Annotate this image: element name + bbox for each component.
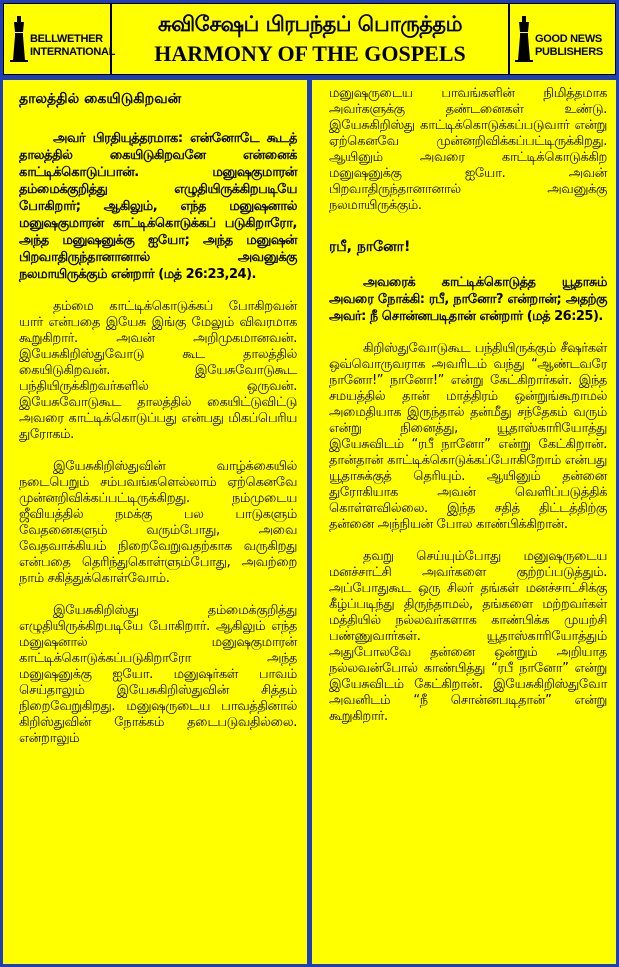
- bellwether-logo: [10, 8, 116, 70]
- logo-right-line2: PUBLISHERS: [535, 46, 603, 58]
- title-english: HARMONY OF THE GOSPELS: [154, 41, 466, 66]
- right-paragraph-2: தவறு செய்யும்போது மனுஷருடைய மனச்சாட்சி அவர்களை குற்றப்படுத்தும். அப்போதுகூட ஒரு சிலர் தங்கள் மனச்சாட்சிக்கு கீழ்ப்படிந்து திருந்தாமல், தங்களை மற்றவர்கள் மத்தியில் நல்லவர்களாக காண்பிக்க முயற்சி பண்ணுவார்கள். யூதாஸ்காரியோத்தும் அதுபோலவே தன்னை ஒன்றும் அறியாத நல்லவன்போல் காண்பித்து “ரபீ நானோ” என்று இயேசுவிடம் கேட்கிறான். இயேசுகிறிஸ்துவோ அவனிடம் “நீ சொன்னபடிதான்” என்று கூறுகிறார்.: [329, 549, 607, 724]
- tower-icon: [515, 16, 533, 62]
- left-paragraph-3: இயேசுகிறிஸ்து தம்மைக்குறித்து எழுதியிருக்கிறபடியே போகிறார். ஆகிலும் எந்த மனுஷனால் மனுஷகுமாரன் காட்டிக்கொடுக்கப்படுகிறாரோ அந்த மனுஷனுக்கு ஐயோ. மனுஷர்கள் பாவம் செய்தாலும் இயேசுகிறிஸ்துவின் சித்தம் நிறைவேறுகிறது. மனுஷருடைய பாவத்தினால் கிறிஸ்துவின் நோக்கம் தடைபடுவதில்லை. என்றாலும்: [19, 603, 297, 746]
- logo-left-line2: INTERNATIONAL: [30, 46, 116, 58]
- right-paragraph-1: கிறிஸ்துவோடுகூட பந்தியிருக்கும் சீஷர்கள் ஒவ்வொருவராக அவரிடம் வந்து “ஆண்டவரே நானோ!” நானோ!” என்று கேட்கிறார்கள். இந்த சமயத்தில் தான் மாத்திரம் ஒன்றுங்கூறாமல் அமைதியாக இருந்தால் தன்மீது சந்தேகம் வரும் என்று நினைத்து, யூதாஸ்காரியோத்து இயேசுவிடம் “ரபீ நானோ” என்று கேட்கிறான். தான்தான் காட்டிக்கொடுக்கப்போகிறோம் என்பது யூதாசுக்குத் தெரியும். ஆயினும் தன்னை துரோகியாக அவன் வெளிப்படுத்திக் கொள்ளவில்லை. இந்த சதித் திட்டத்திற்கு தன்னை அந்நியன் போல காண்பிக்கிறான்.: [329, 341, 607, 532]
- left-paragraph-1: தம்மை காட்டிக்கொடுக்கப் போகிறவன் யார் என்பதை இயேசு இங்கு மேலும் விவரமாக கூறுகிறார். அவன் அறிமுகமானவன். இயேசுகிறிஸ்துவோடு கூட தாலத்தில் கையிடுகிறவன். இயேசுவோடுகூட பந்தியிருக்கிறவர்களில் ஒருவன். இயேசுவோடுகூட தாலத்தில் கையிட்டுவிட்டு அவரை காட்டிக்கொடுப்பது என்பது மிகப்பெரிய துரோகம்.: [19, 299, 297, 442]
- title-box: [110, 4, 510, 74]
- logo-right-line1: GOOD NEWS: [535, 33, 602, 45]
- good-news-logo: [515, 8, 611, 70]
- left-paragraph-2: இயேசுகிறிஸ்துவின் வாழ்க்கையில் நடைபெறும் சம்பவங்களெல்லாம் ஏற்கெனவே முன்னறிவிக்கப்பட்டிருக்கிறது. நம்முடைய ஜீவியத்தில் நமக்கு பல பாடுகளும் வேதனைகளும் வரும்போது, அவை வேதவாக்கியம் நிறைவேறுவதற்காக வருகிறது என்பதை தெரிந்துகொள்ளும்போது, அவற்றை நாம் சகித்துக்கொள்வோம்.: [19, 459, 297, 586]
- title-tamil: சுவிசேஷப் பிரபந்தப் பொருத்தம்: [158, 12, 462, 36]
- right-heading: ரபீ, நானோ!: [329, 239, 411, 255]
- header-banner: [3, 3, 616, 75]
- bell-tower-icon: [10, 16, 28, 62]
- left-heading: தாலத்தில் கையிடுகிறவன்: [19, 91, 182, 107]
- left-column: [3, 80, 307, 964]
- right-quote: அவரைக் காட்டிக்கொடுத்த யூதாசும் அவரை நோக்கி: ரபீ, நானோ? என்றான்; அதற்கு அவர்: நீ சொன்னபடிதான் என்றார் (மத் 26:25).: [329, 275, 607, 324]
- right-paragraph-0: மனுஷருடைய பாவங்களின் நிமித்தமாக அவர்களுக்கு தண்டனைகள் உண்டு. இயேசுகிறிஸ்து காட்டிக்கொடுக்கப்படுவார் என்று ஏற்கெனவே முன்னறிவிக்கப்பட்டிருக்கிறது. ஆயினும் அவரை காட்டிக்கொடுக்கிற மனுஷனுக்கு ஐயோ. அவன் பிறவாதிருந்தானானால் அவனுக்கு நலமாயிருக்கும்.: [329, 86, 607, 213]
- logo-left-line1: BELLWETHER: [30, 33, 103, 45]
- right-column: [312, 80, 616, 964]
- left-quote: அவர் பிரதியுத்தரமாக: என்னோடே கூடத் தாலத்தில் கையிடுகிறவனே என்னைக் காட்டிக்கொடுப்பான். மனுஷகுமாரன் தம்மைக்குறித்து எழுதியிருக்கிறபடியே போகிறார்; ஆகிலும், எந்த மனுஷனால் மனுஷகுமாரன் காட்டிக்கொடுக்கப் படுகிறாரோ, அந்த மனுஷனுக்கு ஐயோ; அந்த மனுஷன் பிறவாதிருந்தானானால் அவனுக்கு நலமாயிருக்கும் என்றார் (மத் 26:23,24).: [19, 131, 297, 282]
